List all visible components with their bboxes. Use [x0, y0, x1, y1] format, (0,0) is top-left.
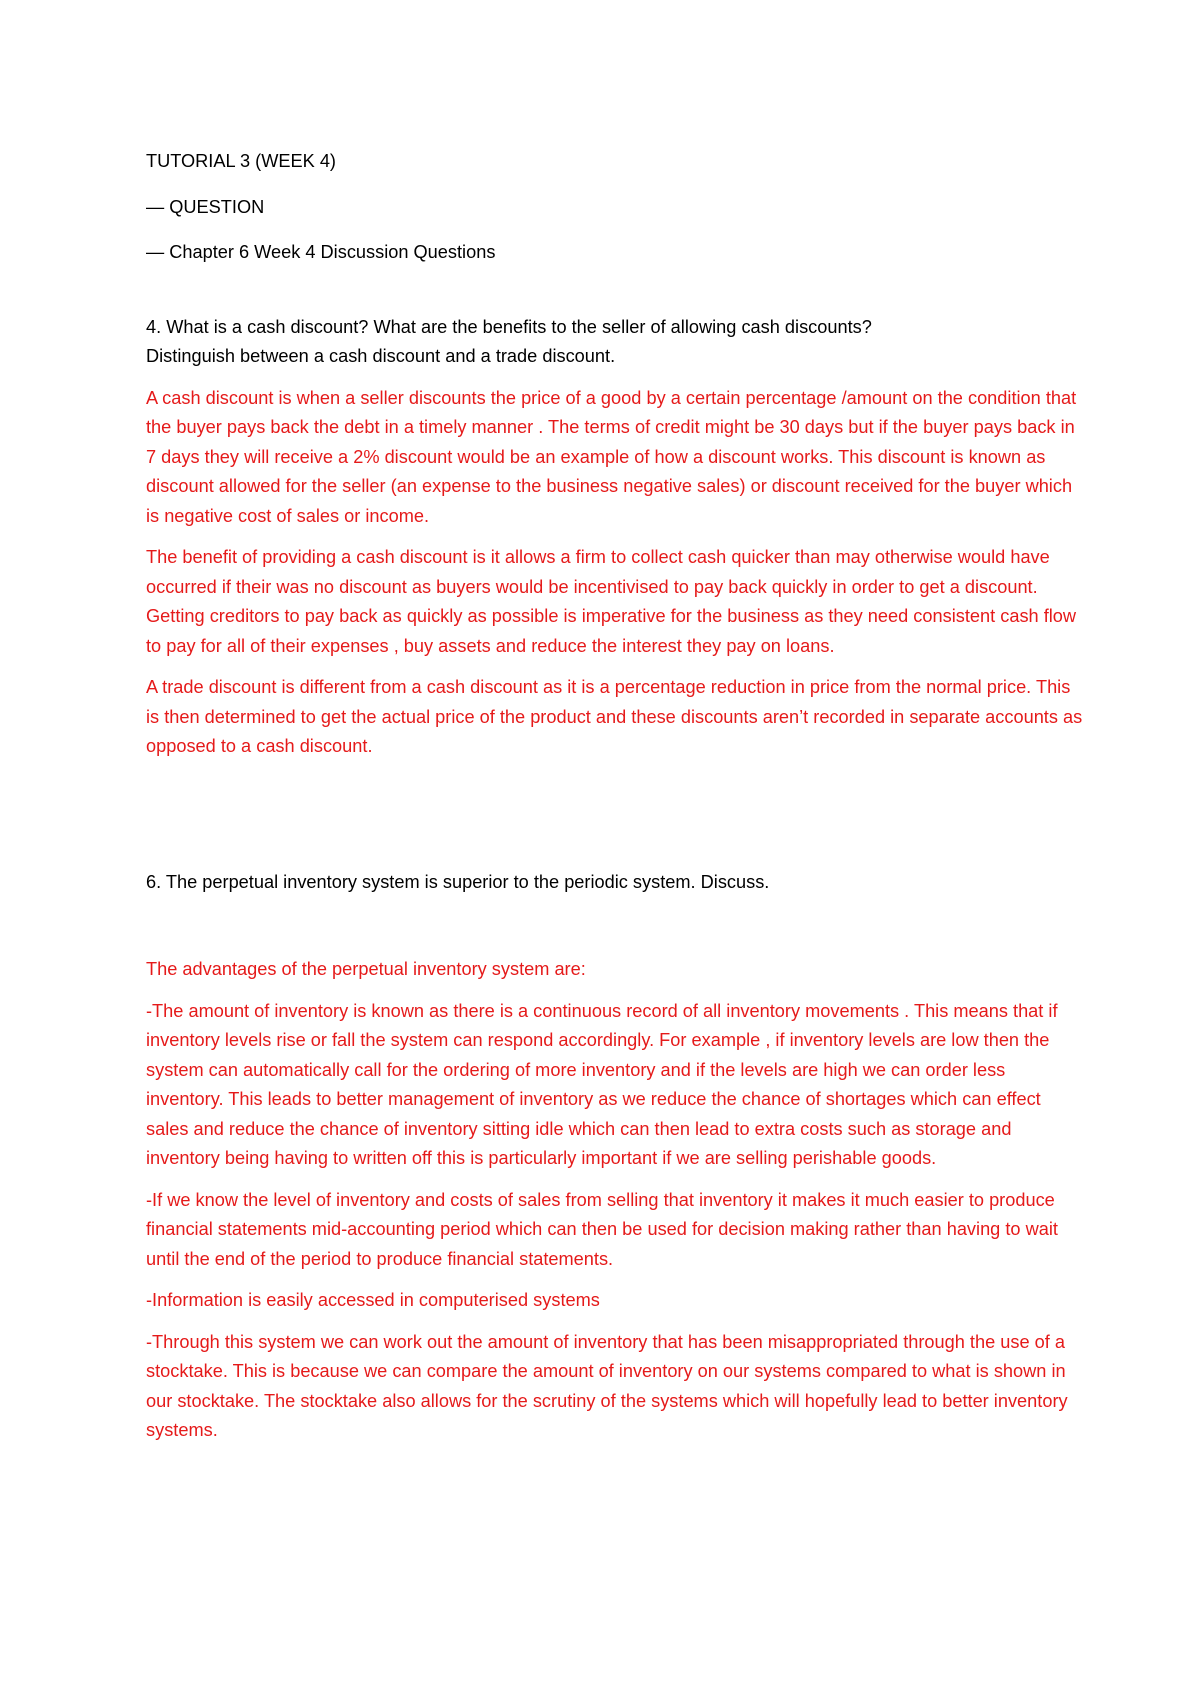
document-body — [146, 147, 1086, 1446]
subheading-question: — QUESTION — [146, 196, 265, 217]
answer-6-point-3: -Information is easily accessed in computerised systems — [146, 1290, 600, 1310]
answer-6-point-4: -Through this system we can work out the amount of inventory that has been misappropriated through the use of a stocktake. This is because we can compare the amount of inventory on our systems compared to what is shown in our stocktake. The stocktake also allows for the scrutiny of the systems which will hopefully lead to better inventory systems. — [146, 1331, 1068, 1440]
subheading-chapter: — Chapter 6 Week 4 Discussion Questions — [146, 242, 496, 262]
answer-6-point-1: -The amount of inventory is known as there is a continuous record of all inventory movements . This means that if inventory levels rise or fall the system can respond accordingly. For example , if inventory levels are low then the system can automatically call for the ordering of more inventory and if the levels are high we can order less inventory. This leads to better management of inventory as we reduce the chance of shortages which can effect sales and reduce the chance of inventory sitting idle which can then lead to extra costs such as storage and inventory being having to written off this is particularly important if we are selling perishable goods. — [146, 1000, 1058, 1168]
answer-6-point-2: -If we know the level of inventory and costs of sales from selling that inventory it makes it much easier to produce financial statements mid-accounting period which can then be used for decision making rather than having to wait until the end of the period to produce financial statements. — [146, 1189, 1058, 1269]
question-4-line2: Distinguish between a cash discount and a trade discount. — [146, 346, 616, 366]
document-title: TUTORIAL 3 (WEEK 4) — [146, 151, 336, 171]
question-4-line1: 4. What is a cash discount? What are the benefits to the seller of allowing cash discounts? — [146, 316, 872, 337]
answer-4-paragraph-3: A trade discount is different from a cash discount as it is a percentage reduction in price from the normal price. This is then determined to get the actual price of the product and these discounts aren’t recorded in separate accounts as opposed to a cash discount. — [146, 677, 1083, 756]
answer-4-paragraph-2: The benefit of providing a cash discount is it allows a firm to collect cash quicker than may otherwise would have occurred if their was no discount as buyers would be incentivised to pay back quickly in order to get a discount. Getting creditors to pay back as quickly as possible is imperative for the business as they need consistent cash flow to pay for all of their expenses , buy assets and reduce the interest they pay on loans. — [146, 547, 1077, 656]
question-6: 6. The perpetual inventory system is superior to the periodic system. Discuss. — [146, 871, 770, 892]
answer-6-intro: The advantages of the perpetual inventory system are: — [146, 959, 586, 979]
answer-4-paragraph-1: A cash discount is when a seller discounts the price of a good by a certain percentage /amount on the condition that the buyer pays back the debt in a timely manner . The terms of credit might be 30 days but if the buyer pays back in 7 days they will receive a 2% discount would be an example of how a discount works. This discount is known as discount allowed for the seller (an expense to the business negative sales) or discount received for the buyer which is negative cost of sales or income. — [146, 387, 1077, 526]
